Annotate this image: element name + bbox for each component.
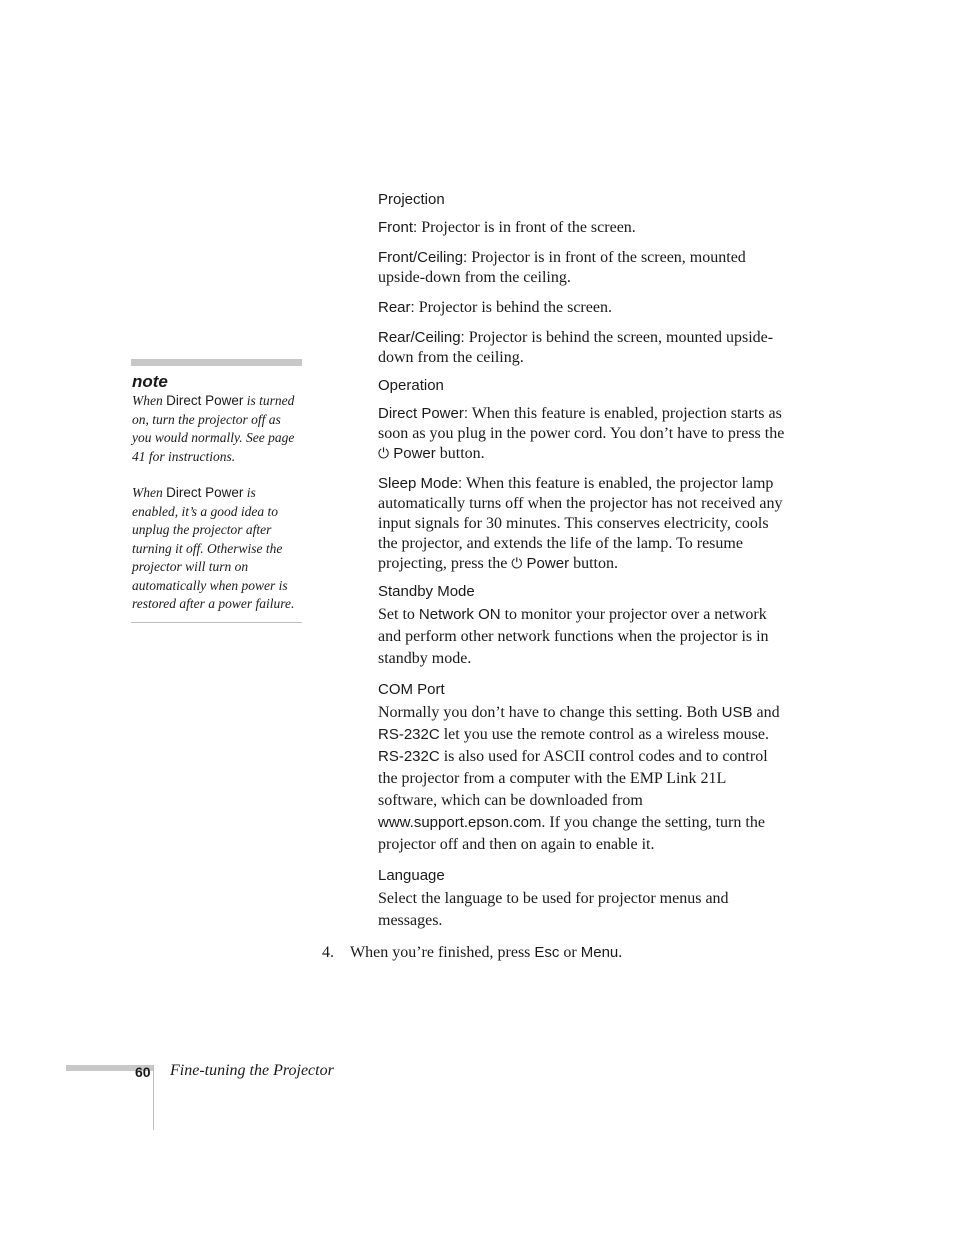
- operation-sleep-mode: Sleep Mode: When this feature is enabled, the projector lamp automatically turns off when the projector has not received any input signals for 30 minutes. This conserves electricity, cools the projector, and extends the life of the lamp. To resume projecting, press the ⏻ Power button.: [378, 475, 783, 572]
- com-port-text: Normally you don’t have to change this setting. Both USB and RS-232C let you use the remote control as a wireless mouse. RS-232C is also used for ASCII control codes and to control the projector from a computer with the EMP Link 21L software, which can be downloaded from www.support.epson.com. If you change the setting, turn the projector off and then on again to enable it.: [378, 704, 780, 853]
- language-text: Select the language to be used for projector menus and messages.: [378, 890, 729, 929]
- projection-rear: Rear: Projector is behind the screen.: [378, 299, 612, 316]
- standby-mode-heading: Standby Mode: [378, 583, 475, 600]
- note-sidebar: [131, 359, 302, 623]
- power-icon: ⏻: [511, 556, 523, 572]
- step-4: 4. When you’re finished, press Esc or Menu.: [322, 944, 623, 961]
- footer-divider: [153, 1065, 154, 1130]
- standby-mode-text: Set to Network ON to monitor your projector over a network and perform other network functions when the projector is in standby mode.: [378, 606, 769, 667]
- projection-rear-ceiling: Rear/Ceiling: Projector is behind the screen, mounted upside-down from the ceiling.: [378, 329, 774, 366]
- note-paragraph-1: When Direct Power is turned on, turn the projector off as you would normally. See page 41 for instructions.: [132, 393, 295, 464]
- language-heading: Language: [378, 867, 445, 884]
- operation-direct-power: Direct Power: When this feature is enabled, projection starts as soon as you plug in the power cord. You don’t have to press the ⏻ Power button.: [378, 405, 785, 462]
- projection-front: Front: Projector is in front of the screen.: [378, 219, 636, 236]
- step-number: 4.: [322, 944, 334, 961]
- footer-title: Fine-tuning the Projector: [170, 1062, 334, 1079]
- projection-front-ceiling: Front/Ceiling: Projector is in front of the screen, mounted upside-down from the ceiling.: [378, 249, 746, 286]
- note-paragraph-2: When Direct Power is enabled, it’s a good idea to unplug the projector after turning it off. Otherwise the projector will turn on automatically when power is restored after a power failure.: [132, 485, 295, 611]
- support-url: www.support.epson.com: [378, 814, 542, 831]
- page-number: 60: [135, 1064, 151, 1080]
- note-title: note: [132, 372, 168, 391]
- projection-heading: Projection: [378, 191, 445, 208]
- power-icon: ⏻: [378, 446, 390, 462]
- main-content: [378, 190, 788, 942]
- com-port-heading: COM Port: [378, 681, 445, 698]
- operation-heading: Operation: [378, 377, 444, 394]
